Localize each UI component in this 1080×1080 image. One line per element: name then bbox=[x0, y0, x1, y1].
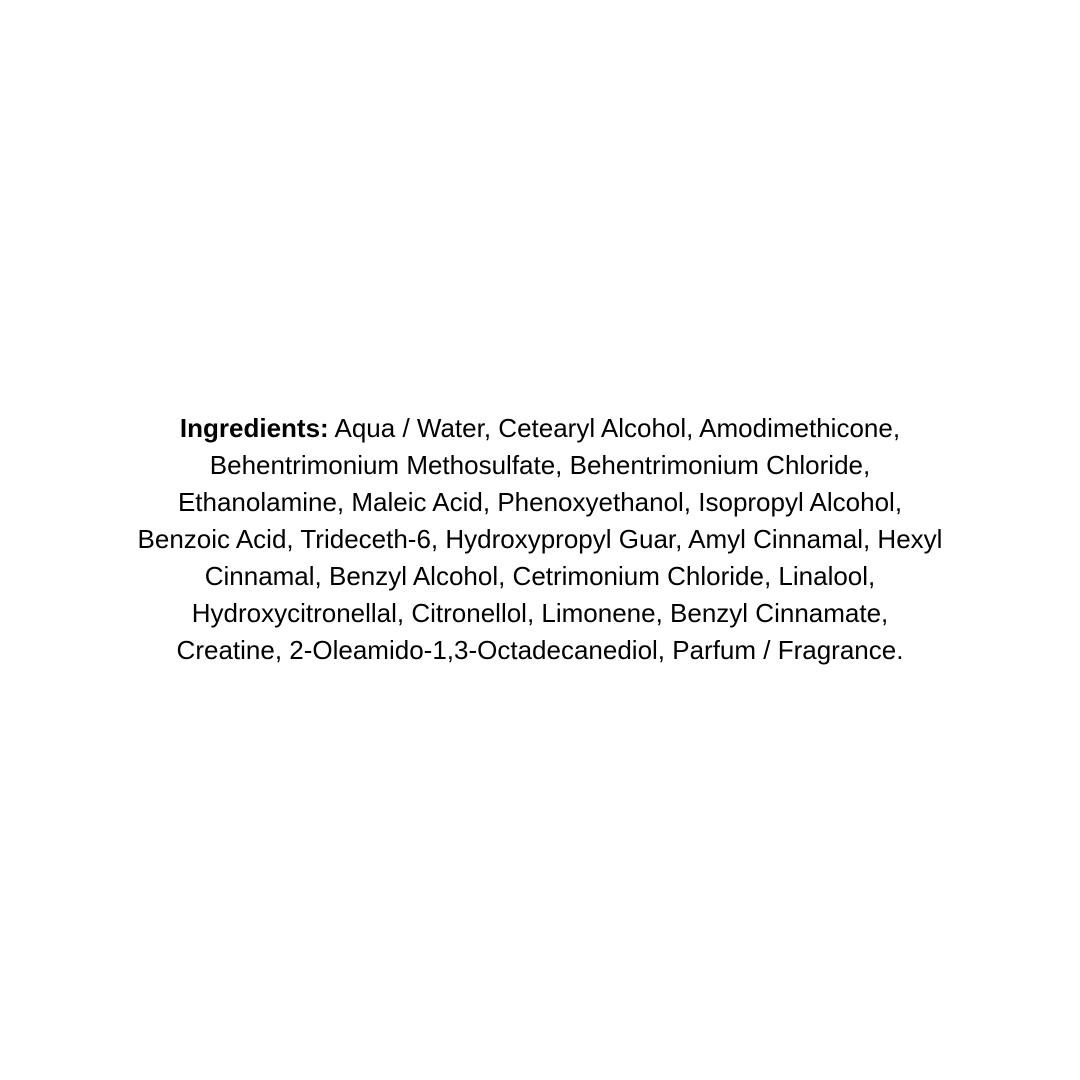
ingredients-line-6: Hydroxycitronellal, Citronellol, Limonene, Benzyl Cinnamate, bbox=[191, 598, 889, 628]
ingredients-line-1 bbox=[100, 410, 980, 447]
ingredients-line-4: Benzoic Acid, Trideceth-6, Hydroxypropyl Guar, Amyl Cinnamal, Hexyl bbox=[137, 524, 943, 554]
ingredients-label: Ingredients: bbox=[179, 413, 329, 443]
ingredients-line-1-text: Aqua / Water, Cetearyl Alcohol, Amodimethicone, bbox=[328, 413, 901, 443]
ingredients-text bbox=[100, 410, 980, 669]
ingredients-line-5: Cinnamal, Benzyl Alcohol, Cetrimonium Chloride, Linalool, bbox=[204, 561, 876, 591]
ingredients-line-2: Behentrimonium Methosulfate, Behentrimonium Chloride, bbox=[209, 450, 871, 480]
ingredients-line-7: Creatine, 2-Oleamido-1,3-Octadecanediol, Parfum / Fragrance. bbox=[176, 635, 904, 665]
ingredients-line-3: Ethanolamine, Maleic Acid, Phenoxyethanol, Isopropyl Alcohol, bbox=[177, 487, 903, 517]
